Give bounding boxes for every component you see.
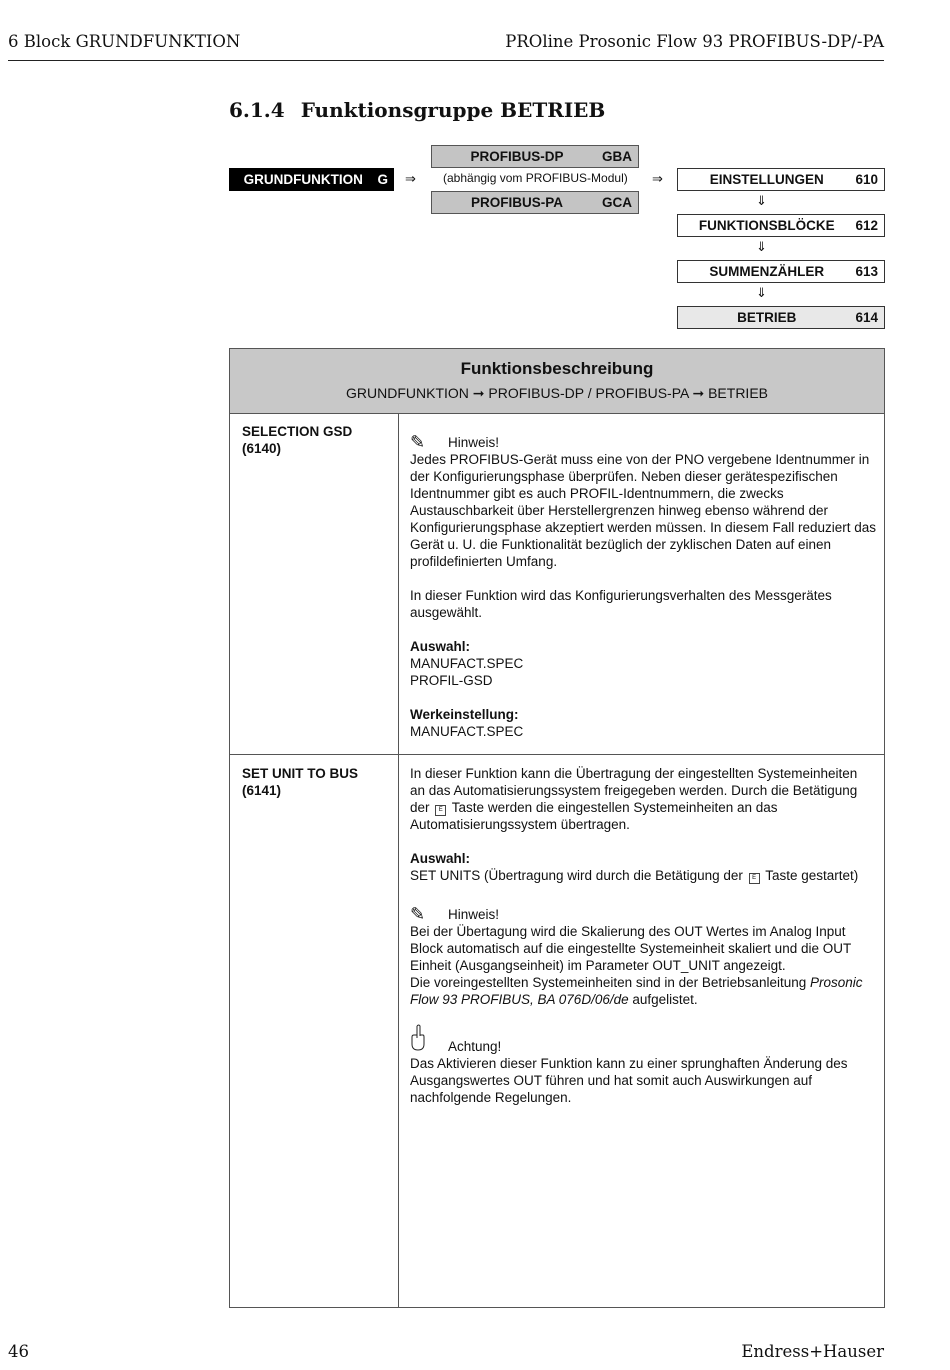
note-header <box>410 901 876 923</box>
group-funktionsbloecke <box>677 214 885 237</box>
title-number: 6.1.4 <box>229 98 285 122</box>
group-label: BETRIEB <box>737 310 797 325</box>
pencil-note-icon: ✎ <box>410 904 426 924</box>
default-value: MANUFACT.SPEC <box>410 724 524 739</box>
arrow-down-icon: ⇓ <box>756 193 767 208</box>
header-section: 6 Block GRUNDFUNKTION <box>8 32 241 51</box>
brand-name: Endress+Hauser <box>741 1342 884 1361</box>
pointing-hand-icon <box>410 1024 448 1055</box>
group-einstellungen <box>677 168 885 191</box>
table-header <box>230 349 884 414</box>
group-summenzaehler <box>677 260 885 283</box>
text-part: SET UNITS (Übertragung wird durch die Betätigung der <box>410 868 743 883</box>
text-part: In dieser Funktion kann die Übertragung der eingestellten Systemeinheiten an das Automatisierungssystem freigegeben werden. Durch die Betätigung der <box>410 766 858 815</box>
group-code: 610 <box>855 172 878 187</box>
group-betrieb <box>677 306 885 329</box>
root-label: GRUNDFUNKTION <box>243 172 363 187</box>
function-desc-selection-gsd <box>410 429 876 740</box>
selection-label: Auswahl: <box>410 639 471 654</box>
group-code: 613 <box>855 264 878 279</box>
table-heading: Funktionsbeschreibung <box>460 359 654 378</box>
selection-label: Auswahl: <box>410 851 471 866</box>
pencil-note-icon: ✎ <box>410 432 426 452</box>
warning-text: Das Aktivieren dieser Funktion kann zu einer sprunghaften Änderung des Ausgangswertes OUT führen und hat somit auch Auswirkungen auf nachfolgende Regelungen. <box>410 1056 848 1105</box>
default-label: Werkeinstellung: <box>410 707 519 722</box>
manual-reference: Prosonic Flow 93 PROFIBUS, BA 076D/06/de <box>410 975 863 1007</box>
column-divider <box>398 413 399 1307</box>
arrow-down-icon: ⇓ <box>756 285 767 300</box>
dp-label: PROFIBUS-DP <box>470 149 564 164</box>
text-part: Taste gestartet) <box>765 868 859 883</box>
description-text: In dieser Funktion wird das Konfigurierungsverhalten des Messgerätes ausgewählt. <box>410 588 832 620</box>
e-key-icon: E <box>435 805 446 816</box>
description-text <box>410 765 876 833</box>
note-text <box>410 974 876 1008</box>
function-name: SET UNIT TO BUS <box>242 766 359 781</box>
group-label: FUNKTIONSBLÖCKE <box>698 218 835 233</box>
arrow-down-icon: ⇓ <box>756 239 767 254</box>
header-product: PROline Prosonic Flow 93 PROFIBUS-DP/-PA <box>505 32 884 51</box>
warning-label: Achtung! <box>448 1039 502 1054</box>
diagram-root-box <box>229 168 394 191</box>
note-label: Hinweis! <box>448 435 500 450</box>
arrow-right-icon: ⇒ <box>652 171 663 186</box>
function-desc-set-unit-to-bus <box>410 765 876 1106</box>
note-text: Bei der Übertagung wird die Skalierung des OUT Wertes im Analog Input Block automatisch auf die eingestellte Systemeinheit skaliert und die OUT Einheit (Ausgangseinheit) im Parameter OUT_UNIT angezeigt. <box>410 924 851 973</box>
e-key-icon: E <box>749 873 760 884</box>
group-code: 614 <box>855 310 878 325</box>
page-title <box>229 98 605 122</box>
diagram-dp-box <box>431 145 639 168</box>
function-table <box>229 348 885 1308</box>
note-header <box>410 429 876 451</box>
function-name-set-unit-to-bus <box>242 765 358 799</box>
warning-header <box>410 1025 876 1055</box>
pa-code: GCA <box>602 195 632 210</box>
option-item: PROFIL-GSD <box>410 673 493 688</box>
table-path: GRUNDFUNKTION ➞ PROFIBUS-DP / PROFIBUS-PA ➞ BETRIEB <box>346 385 768 401</box>
option-item <box>410 867 876 884</box>
arrow-right-icon: ⇒ <box>405 171 416 186</box>
root-code: G <box>377 172 388 187</box>
group-label: SUMMENZÄHLER <box>709 264 825 279</box>
function-name-selection-gsd <box>242 423 352 457</box>
option-item: MANUFACT.SPEC <box>410 656 524 671</box>
module-note: (abhängig vom PROFIBUS-Modul) <box>443 171 628 185</box>
text-part: Taste werden die eingestellen Systemeinheiten an das Automatisierungssystem übertragen. <box>410 800 778 832</box>
dp-code: GBA <box>602 149 632 164</box>
diagram-pa-box <box>431 191 639 214</box>
page-number: 46 <box>8 1342 29 1361</box>
row-divider <box>230 754 884 755</box>
pa-label: PROFIBUS-PA <box>470 195 563 210</box>
group-code: 612 <box>855 218 878 233</box>
title-text: Funktionsgruppe BETRIEB <box>300 98 606 122</box>
function-code: (6141) <box>242 783 282 798</box>
text-part: aufgelistet. <box>632 992 698 1007</box>
text-part: Die voreingestellten Systemeinheiten sind in der Betriebsanleitung <box>410 975 807 990</box>
note-text: Jedes PROFIBUS-Gerät muss eine von der PNO vergebene Identnummer in der Konfigurierungsphase überprüfen. Neben dieser gerätespezifischen Identnummer gibt es auch PROFIL-Identnummern, die zwecks Austauschbarkeit über Herstellergrenzen hinweg ebenso während der Konfigurierungsphase akzeptiert werden müssen. In diesem Fall reduziert das Gerät u. U. die Funktionalität bezüglich der zyklischen Daten auf einen profildefinierten Umfang. <box>410 452 876 569</box>
function-name: SELECTION GSD <box>242 424 353 439</box>
group-label: EINSTELLUNGEN <box>709 172 824 187</box>
function-code: (6140) <box>242 441 282 456</box>
note-label: Hinweis! <box>448 907 500 922</box>
header-rule <box>8 60 884 61</box>
